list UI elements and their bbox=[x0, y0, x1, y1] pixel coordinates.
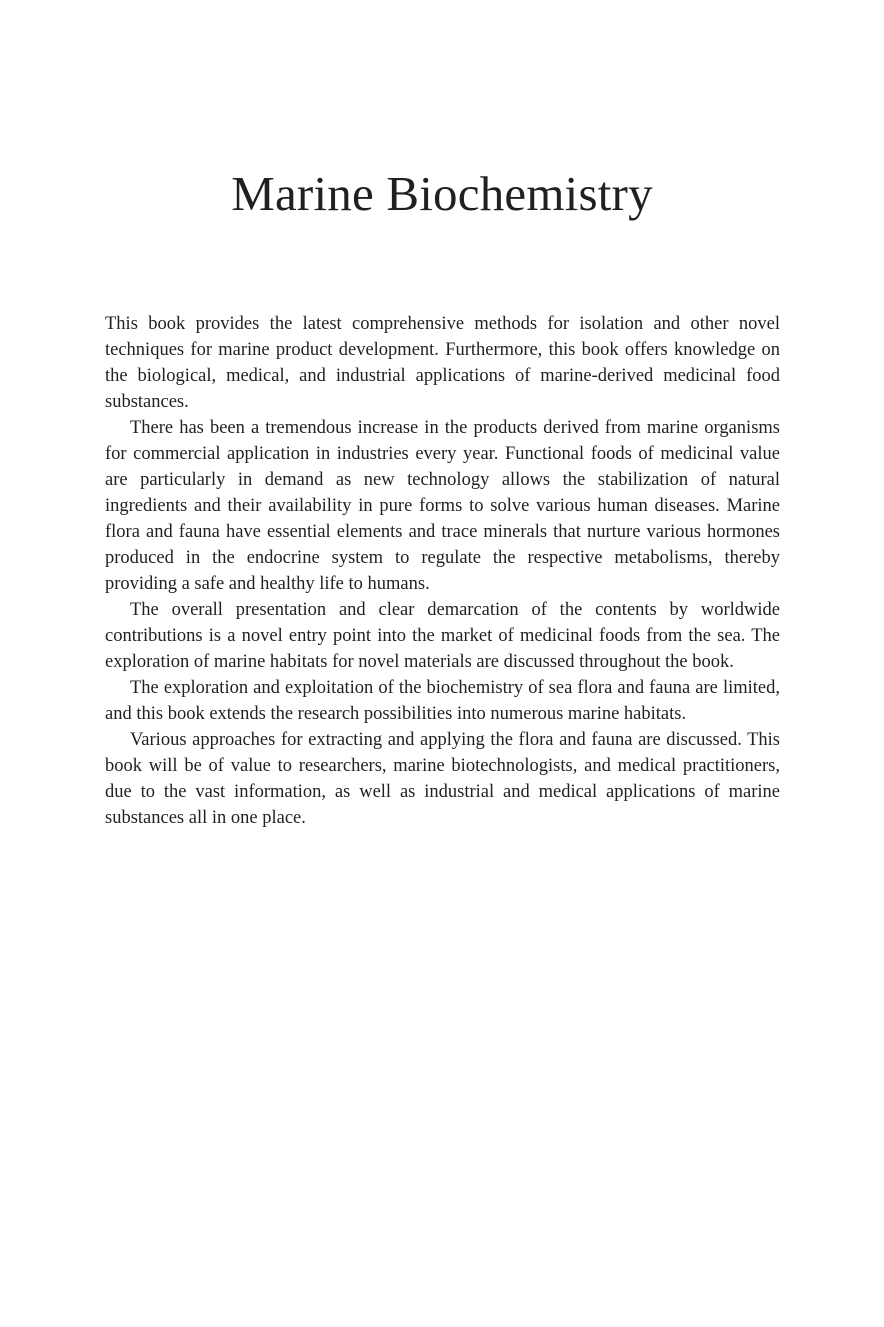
page-title: Marine Biochemistry bbox=[231, 166, 653, 221]
book-description bbox=[105, 311, 780, 831]
paragraph: There has been a tremendous increase in the products derived from marine organisms for commercial application in industries every year. Functional foods of medicinal value are particularly in demand as new technology allows the stabilization of natural ingredients and their availability in pure forms to solve various human diseases. Marine flora and fauna have essential elements and trace minerals that nurture various hormones produced in the endocrine system to regulate the respective metabolisms, thereby providing a safe and healthy life to humans. bbox=[105, 418, 780, 594]
paragraph: The overall presentation and clear demarcation of the contents by worldwide contributions is a novel entry point into the market of medicinal foods from the sea. The exploration of marine habitats for novel materials are discussed throughout the book. bbox=[105, 600, 780, 672]
paragraph: This book provides the latest comprehensive methods for isolation and other novel techniques for marine product development. Furthermore, this book offers knowledge on the biological, medical, and industrial applications of marine-derived medicinal food substances. bbox=[105, 314, 780, 412]
paragraph: Various approaches for extracting and applying the flora and fauna are discussed. This book will be of value to researchers, marine biotechnologists, and medical practitioners, due to the vast information, as well as industrial and medical applications of marine substances all in one place. bbox=[105, 730, 780, 828]
paragraph: The exploration and exploitation of the biochemistry of sea flora and fauna are limited, and this book extends the research possibilities into numerous marine habitats. bbox=[105, 678, 780, 724]
